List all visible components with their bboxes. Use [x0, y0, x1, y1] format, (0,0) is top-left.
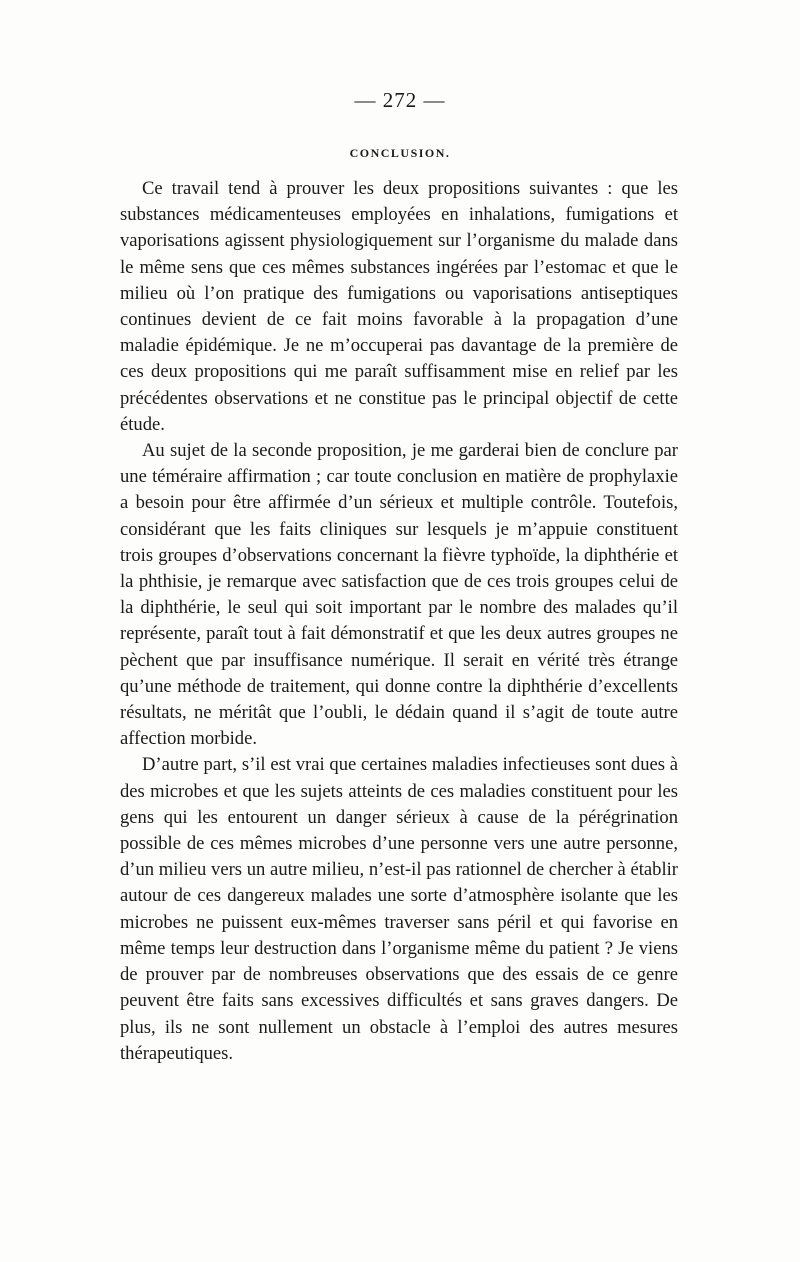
page-number: — 272 —	[354, 88, 446, 112]
section-title: CONCLUSION.	[349, 146, 451, 160]
body-text	[120, 176, 678, 1067]
paragraph-2: Au sujet de la seconde proposition, je me garderai bien de conclure par une téméraire affirmation ; car toute conclusion en matière de prophylaxie a besoin pour être affirmée d’un sérieux et multiple contrôle. Toutefois, considérant que les faits cliniques sur lesquels je m’appuie constituent trois groupes d’observations concernant la fièvre typhoïde, la diphthérie et la phthisie, je remarque avec satisfaction que de ces trois groupes celui de la diphthérie, le seul qui soit important par le nombre des malades qu’il représente, paraît tout à fait démonstratif et que les deux autres groupes ne pèchent que par insuffisance numérique. Il serait en vérité très étrange qu’une méthode de traitement, qui donne contre la diphthérie d’excellents résultats, ne méritât que l’oubli, le dédain quand il s’agit de toute autre affection morbide.	[120, 440, 678, 750]
paragraph-3: D’autre part, s’il est vrai que certaines maladies infectieuses sont dues à des microbes et que les sujets atteints de ces maladies constituent pour les gens qui les entourent un danger sérieux à cause de la pérégrination possible de ces mêmes microbes d’une personne vers une autre personne, d’un milieu vers un autre milieu, n’est-il pas rationnel de chercher à établir autour de ces dangereux malades une sorte d’atmosphère isolante que les microbes ne puissent eux-mêmes traverser sans péril et qui favorise en même temps leur destruction dans l’organisme même du patient ? Je viens de prouver par de nombreuses observations que des essais de ce genre peuvent être faits sans excessives difficultés et sans graves dangers. De plus, ils ne sont nullement un obstacle à l’emploi des autres mesures thérapeutiques.	[120, 754, 678, 1064]
paragraph-1: Ce travail tend à prouver les deux propositions suivantes : que les substances médicamenteuses employées en inhalations, fumigations et vaporisations agissent physiologiquement sur l’organisme du malade dans le même sens que ces mêmes substances ingérées par l’estomac et que le milieu où l’on pratique des fumigations ou vaporisations antiseptiques continues devient de ce fait moins favorable à la propagation d’une maladie épidémique. Je ne m’occuperai pas davantage de la première de ces deux propositions qui me paraît suffisamment mise en relief par les précédentes observations et ne constitue pas le principal objectif de cette étude.	[120, 178, 678, 435]
